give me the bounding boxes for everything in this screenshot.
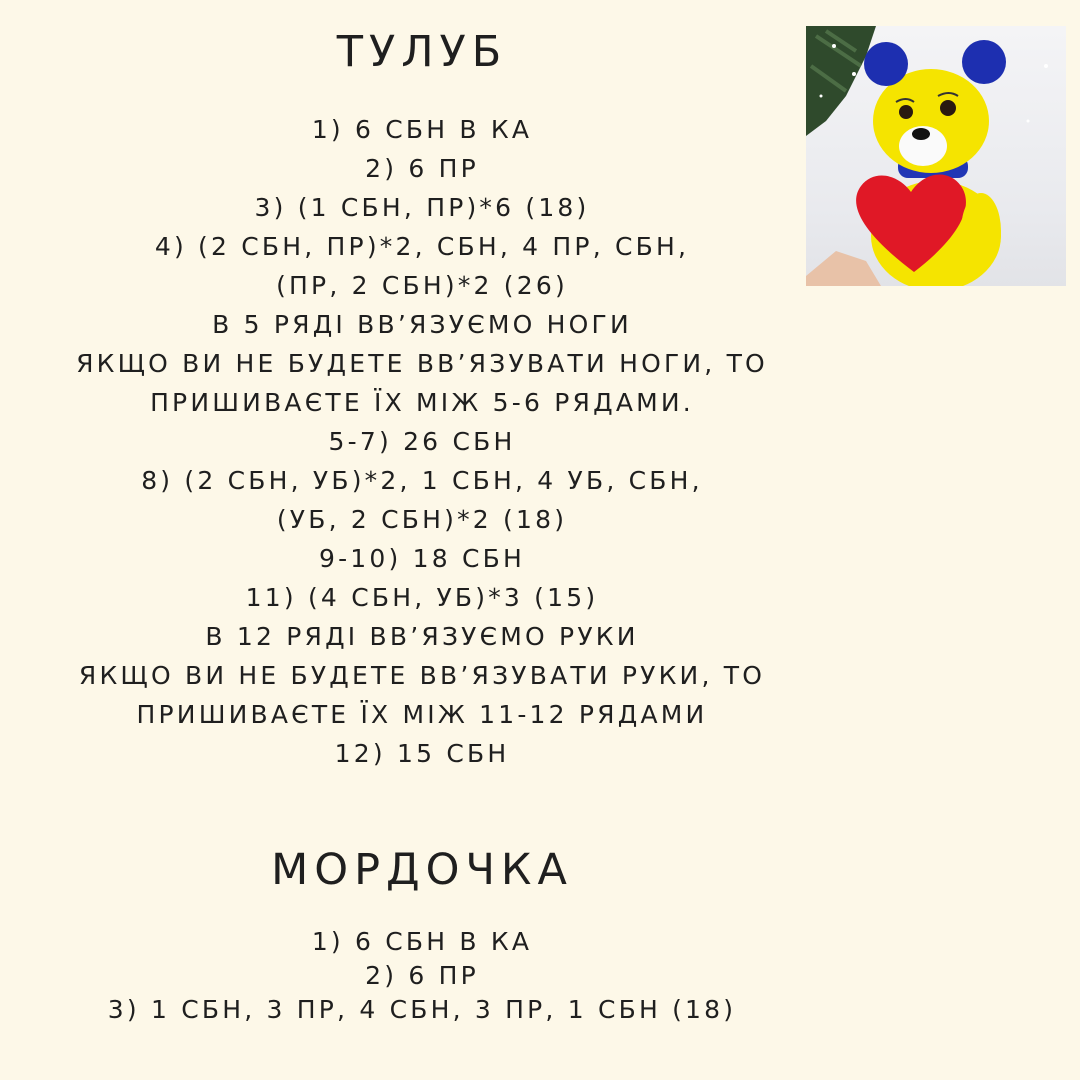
instruction-line: 12) 15 СБН xyxy=(334,739,510,768)
instruction-line: 11) (4 СБН, УБ)*3 (15) xyxy=(245,583,599,612)
instruction-line: 9-10) 18 СБН xyxy=(318,544,525,573)
instruction-line: В 5 РЯДІ ВВ’ЯЗУЄМО НОГИ xyxy=(212,310,632,339)
instruction-line: ПРИШИВАЄТЕ ЇХ МІЖ 5-6 РЯДАМИ. xyxy=(150,388,694,417)
bear-eye-right xyxy=(940,100,956,116)
face-instructions xyxy=(0,925,844,1027)
bear-arm xyxy=(961,193,1001,269)
instruction-line: 3) 1 СБН, 3 ПР, 4 СБН, 3 ПР, 1 СБН (18) xyxy=(107,995,737,1024)
instruction-line: В 12 РЯДІ ВВ’ЯЗУЄМО РУКИ xyxy=(205,622,639,651)
instruction-line: (ПР, 2 СБН)*2 (26) xyxy=(276,271,568,300)
instruction-line: 5-7) 26 СБН xyxy=(328,427,516,456)
instruction-line: 2) 6 ПР xyxy=(365,154,479,183)
bear-ear-right xyxy=(962,40,1006,84)
bear-ear-left xyxy=(864,42,908,86)
section-title-body: ТУЛУБ xyxy=(336,27,508,77)
instruction-line: ЯКЩО ВИ НЕ БУДЕТЕ ВВ’ЯЗУВАТИ НОГИ, ТО xyxy=(76,349,768,378)
crochet-bear-with-heart-icon xyxy=(806,26,1066,286)
body-instructions xyxy=(0,110,844,773)
bear-eye-left xyxy=(899,105,913,119)
bear-nose-icon xyxy=(912,128,930,140)
instruction-line: 4) (2 СБН, ПР)*2, СБН, 4 ПР, СБН, xyxy=(154,232,690,261)
instruction-line: 1) 6 СБН В КА xyxy=(311,115,533,144)
body-section xyxy=(0,26,844,773)
instruction-line: 2) 6 ПР xyxy=(365,961,479,990)
instruction-line: ЯКЩО ВИ НЕ БУДЕТЕ ВВ’ЯЗУВАТИ РУКИ, ТО xyxy=(78,661,766,690)
instruction-line: ПРИШИВАЄТЕ ЇХ МІЖ 11-12 РЯДАМИ xyxy=(136,700,708,729)
toy-photo xyxy=(806,26,1066,286)
instruction-line: 3) (1 СБН, ПР)*6 (18) xyxy=(254,193,590,222)
face-section xyxy=(0,844,844,1027)
instruction-line: 8) (2 СБН, УБ)*2, 1 СБН, 4 УБ, СБН, xyxy=(141,466,703,495)
hand-shape xyxy=(806,251,881,286)
section-title-face: МОРДОЧКА xyxy=(271,845,573,895)
instruction-line: (УБ, 2 СБН)*2 (18) xyxy=(276,505,568,534)
instruction-line: 1) 6 СБН В КА xyxy=(311,927,533,956)
